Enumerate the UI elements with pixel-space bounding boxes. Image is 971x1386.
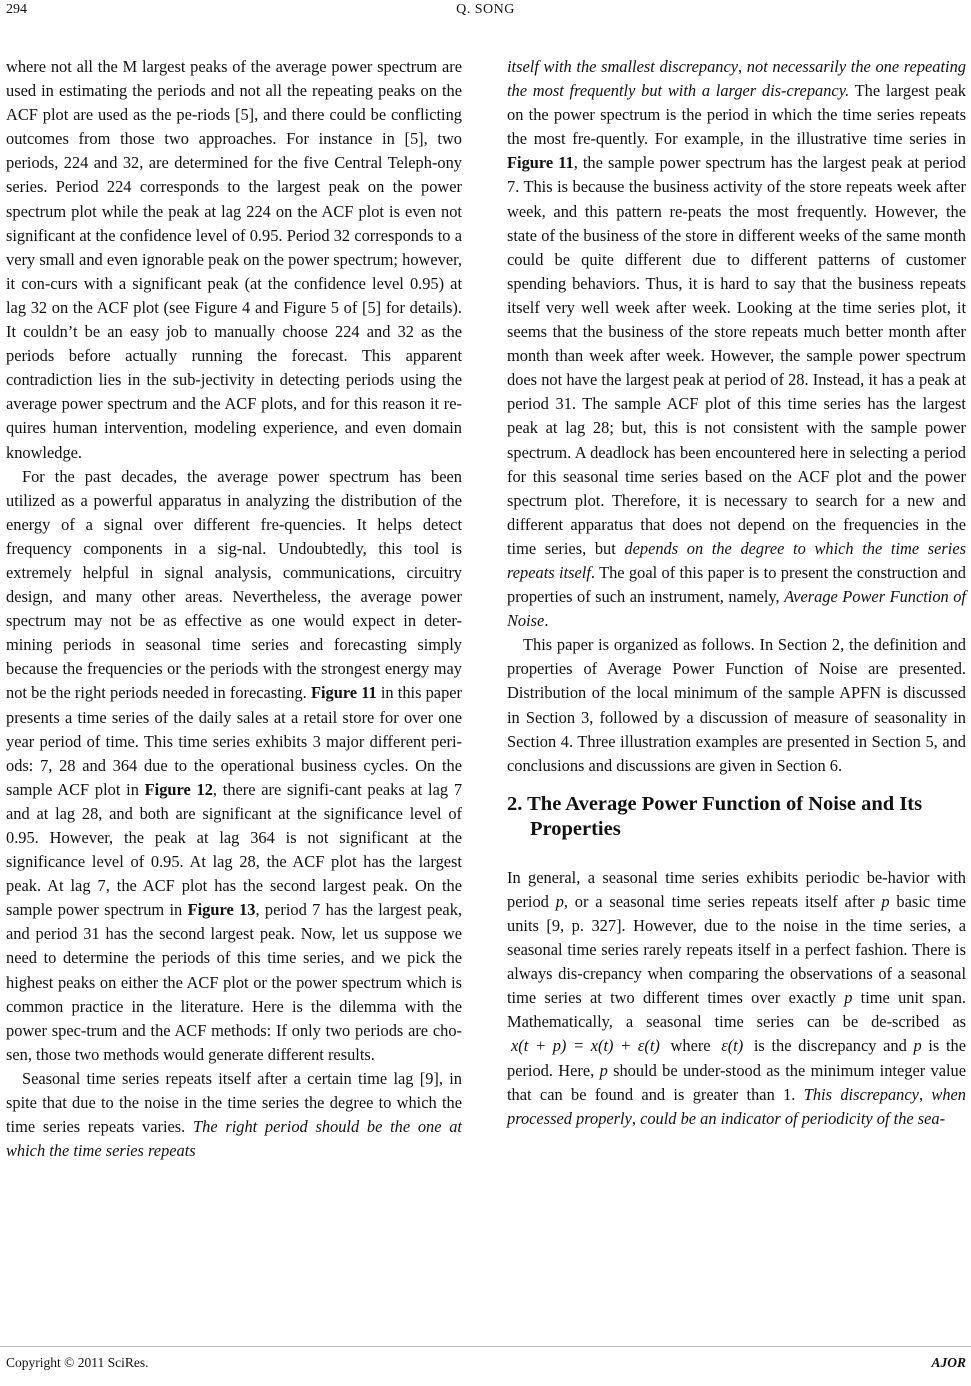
footer-rule <box>0 1346 971 1347</box>
right-column <box>507 55 966 1131</box>
left-column <box>6 55 462 1163</box>
page-number: 294 <box>6 2 27 17</box>
section-heading: 2. The Average Power Function of Noise and Its Properties <box>507 792 923 840</box>
paragraph: itself with the smallest discrepancy, not necessarily the one repeating the most frequently but with a larger dis-crepancy. The largest peak on the power spectrum is the period in which the time series repeats the most fre-quently. For example, in the illustrative time series in Figure 11, the sample power spectrum has the largest peak at period 7. This is because the business activity of the store repeats week after week, and this pattern re-peats the most frequently. However, the state of the business of the store in different weeks of the same month could be quite different due to different patterns of customer spending behaviors. Thus, it is hard to say that the business repeats itself very well week after week. Looking at the time series plot, it seems that the business of the store repeats much better month after month than week after week. However, the sample power spectrum does not have the largest peak at period of 28. Instead, it has a peak at period 31. The sample ACF plot of this time series has the largest peak at lag 28; but, this is not consistent with the sample power spectrum. A deadlock has been encountered here in selecting a period for this seasonal time series based on the ACF plot and the power spectrum plot. Therefore, it is necessary to search for a new and different apparatus that does not depend on the frequencies in the time series, but depends on the degree to which the time series repeats itself. The goal of this paper is to present the construction and properties of such an instrument, namely, Average Power Function of Noise. <box>507 57 966 631</box>
copyright: Copyright © 2011 SciRes. <box>6 1355 149 1370</box>
figure-reference[interactable]: Figure 11 <box>310 683 377 703</box>
paragraph: In general, a seasonal time series exhibits periodic be-havior with period p, or a seasonal time series repeats itself after p basic time units [9, p. 327]. However, due to the noise in the time series, a seasonal time series rarely repeats itself in a perfect fashion. There is always dis-crepancy when comparing the observations of a seasonal time series at two different times over exactly p time unit span. Mathematically, a seasonal time series can be de-scribed as x(t + p) = x(t) + ε(t) where ε(t) is the discrepancy and p is the period. Here, p should be under-stood as the minimum integer value that can be found and is greater than 1. This discrepancy, when processed properly, could be an indicator of periodicity of the sea- <box>507 867 967 1128</box>
paragraph: Seasonal time series repeats itself after a certain time lag [9], in spite that due to the noise in the time series the degree to which the time series repeats varies. The right period should be the one at which the time series repeats <box>6 1068 462 1161</box>
paragraph: where not all the M largest peaks of the average power spectrum are used in estimating the periods and not all the repeating peaks on the ACF plot are used as the pe-riods [5], and there could be conflicting outcomes from those two approaches. For instance in [5], two periods, 224 and 32, are determined for the five Central Teleph-ony series. Period 224 corresponds to the largest peak on the power spectrum plot while the peak at lag 224 on the ACF plot is even not significant at the confidence level of 0.95. Period 32 corresponds to a very small and even ignorable peak on the power spectrum; however, it con-curs with a significant peak (at the confidence level 0.95) at lag 32 on the ACF plot (see Figure 4 and Figure 5 of [5] for details). It couldn’t be an easy job to manually choose 224 and 32 as the periods before actually running the forecast. This apparent contradiction lies in the sub-jectivity in detecting periods using the average power spectrum and the ACF plots, and for this reason it re-quires human intervention, modeling experience, and even domain knowledge. <box>6 57 462 462</box>
journal-name: AJOR <box>931 1355 966 1370</box>
paragraph: This paper is organized as follows. In Section 2, the definition and properties of Average Power Function of Noise are presented. Distribution of the local minimum of the sample APFN is discussed in Section 3, followed by a discussion of measure of seasonality in Section 4. Three illustration examples are presented in Section 5, and conclusions and discussions are given in Section 6. <box>507 635 966 775</box>
equation-epsilon: ε(t) <box>721 1036 744 1056</box>
figure-reference[interactable]: Figure 12 <box>144 779 213 799</box>
running-header-author: Q. SONG <box>456 2 515 17</box>
paragraph: For the past decades, the average power spectrum has been utilized as a powerful apparatus in analyzing the distribution of the energy of a signal over different fre-quencies. It helps detect frequency components in a sig-nal. Undoubtedly, this tool is extremely helpful in signal analysis, communications, circuitry design, and many other areas. Nevertheless, the average power spectrum may not be as effective as one would expect in deter-mining periods in seasonal time series and forecasting simply because the frequencies or the periods with the strongest energy may not be the right periods needed in forecasting. Figure 11 in this paper presents a time series of the daily sales at a retail store for over one year period of time. This time series exhibits 3 major different peri-ods: 7, 28 and 364 due to the operational business cycles. On the sample ACF plot in Figure 12, there are signifi-cant peaks at lag 7 and at lag 28, and both are significant at the significance level of 0.95. However, the peak at lag 364 is not significant at the significance level of 0.95. At lag 28, the ACF plot has the largest peak. At lag 7, the ACF plot has the second largest peak. On the sample power spectrum in Figure 13, period 7 has the largest peak, and period 31 has the second largest peak. Now, let us suppose we need to determine the periods of this time series, and we pick the highest peaks on either the ACF plot or the power spectrum which is common practice in the literature. Here is the dilemma with the power spec-trum and the ACF methods: If only two periods are cho-sen, those two methods would generate different results. <box>6 466 463 1064</box>
footer <box>6 1355 966 1371</box>
equation: x(t + p) = x(t) + ε(t) <box>511 1036 660 1056</box>
figure-reference[interactable]: Figure 13 <box>187 900 256 920</box>
figure-reference[interactable]: Figure 11 <box>507 153 574 173</box>
